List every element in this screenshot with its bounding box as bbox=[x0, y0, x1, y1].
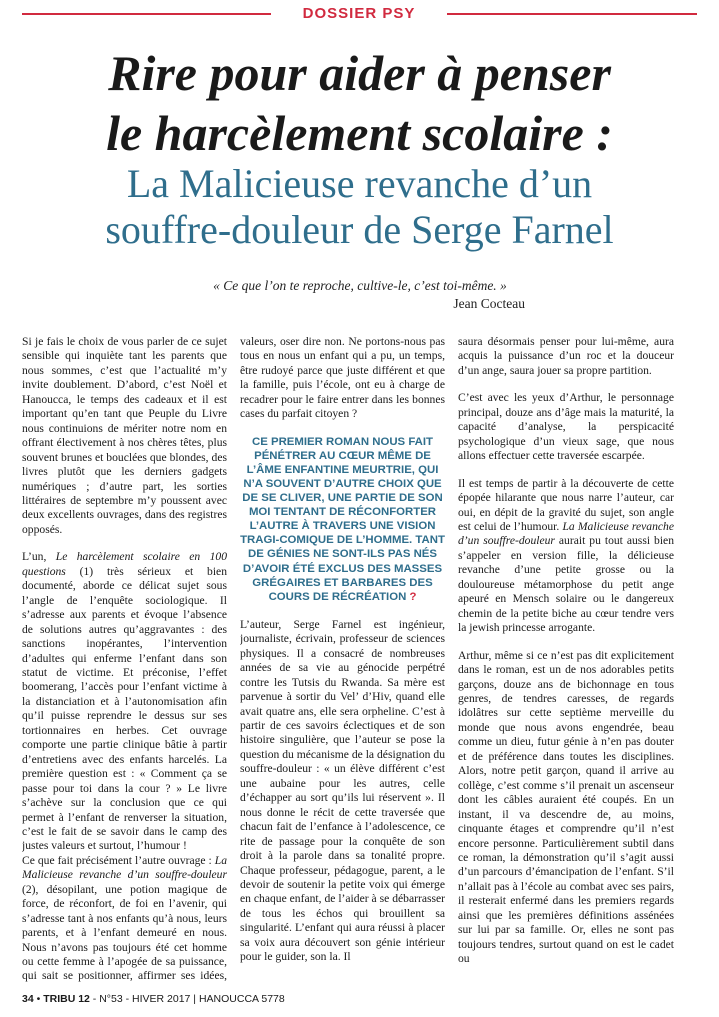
paragraph: L’auteur, Serge Farnel est ingénieur, journaliste, écrivain, professeur de sciences physiques. Il a consacré de nombreuses années de sa vie au génocide perpétré contre les Tutsis du Rwanda. Sa mère est parvenue à sortir du Vel’ d’Hiv, quand elle avait quatre ans, elle sera orpheline. C’est à partir de ces savoirs éclectiques et de son histoire singulière, que l’auteur se pose la question du mécanisme de la désignation du souffre-douleur : « un élève différent c’est une aubaine pour les autres, celle d’échapper au sort qu’ils lui réservent ». Il nous donne le récit de cette traversée que chacun fait de l’enfance à l’adolescence, ce rite de passage pour la conquête de son droit à la parole dans sa tonalité propre. Chaque professeur, pédagogue, parent, a le devoir de soutenir la petite voix qui émerge en chaque enfant, de l’aider à se débarrasser de tous les échos qui brouillent sa singularité. L’enfant qui aura réussi à placer sa voix aura découvert son génie intérieur pour le guider, son la. Il bbox=[240, 617, 445, 964]
text-run: aurait pu tout aussi bien s’appeler en version fille, la délicieuse revanche d’une petite grosse ou la douloureuse métamorphose du petit ange apeuré en Mensch solaire ou le dangereux chemin de la petite biche au cœur tendre vers la jewish princesse arrogante. bbox=[458, 534, 674, 635]
headline-line-2: le harcèlement scolaire : bbox=[106, 105, 613, 161]
subheadline-line-2: souffre-douleur de Serge Farnel bbox=[105, 207, 614, 252]
page-number: 34 bbox=[22, 993, 34, 1005]
book-title: La Malicieuse revanche d’un souffre-douleur bbox=[458, 519, 674, 548]
paragraph: valeurs, oser dire non. Ne portons-nous pas tous en nous un enfant qui a pu, un temps, être rudoyé parce que juste différent et que la famille, puis l’école, ont eu à charge de recadrer pour le faire entrer dans les bonnes cases du parfait citoyen ? bbox=[240, 335, 445, 421]
epigraph-author: Jean Cocteau bbox=[453, 296, 525, 311]
text-run: Ce que fait précisément l’autre ouvrage : bbox=[22, 853, 215, 867]
text-run: Il est temps de partir à la découverte de cette épopée hilarante que nous narre l’auteur, car oui, en dépit de la gravité du sujet, son angle est celui de l’humour. bbox=[458, 476, 674, 533]
pull-quote-mark: ? bbox=[406, 590, 417, 603]
paragraph: Si je fais le choix de vous parler de ce sujet sensible qui inquiète tant les parents que nous sommes, c’est que l’actualité m’y invite doublement. D’abord, c’est Noël et Hanoucca, le temps des cadeaux et il est important qu’en tant que Peuple du Livre nous continuions de mériter notre nom en offrant électivement à nos chères têtes, plus souvent brunes et bouclées que blondes, des livres plutôt que les derniers gadgets numériques ; d’autre part, les sorties littéraires de septembre m’y poussent avec deux excellents ouvrages, dans des registres opposés. bbox=[22, 335, 227, 536]
text-run: L’un, bbox=[22, 550, 56, 564]
magazine-name: TRIBU 12 bbox=[43, 993, 90, 1005]
page-footer bbox=[22, 993, 285, 1005]
rubric-rule-right bbox=[442, 13, 697, 15]
footer-bullet: • bbox=[33, 993, 44, 1005]
subheadline-line-1: La Malicieuse revanche d’un bbox=[126, 161, 593, 206]
book-title: La Malicieuse revanche d’un souffre-douleur bbox=[22, 853, 227, 882]
text-run: (1) très sérieux et bien documenté, aborde ce délicat sujet sous l’angle de l’enquête sociologique. Il s’adresse aux parents et évoque l’absence de solutions autres qu’aggravantes : des sanctions inopérantes, l’intervention d’adultes qui enferme l’enfant dans son statut de victime. Et préconise, l’effet boomerang, l’accès pour l’enfant victime à la distanciation et à l’autonomisation afin qu’il puisse reprendre le dessus sur ses tortionnaires en herbes. Cet ouvrage comporte une partie clinique bâtie à partir d’entretiens avec des enfants harcelés. La première question est : « Comment ça se passe pour toi dans la cour ? » Le livre s’achève sur la conclusion que ce qui permet à l’enfant de renverser la situation, c’est le fait de se savoir dans le camp des justes valeurs et surtout, l’humour ! bbox=[22, 564, 227, 853]
headline-line-1: Rire pour aider à penser bbox=[108, 45, 611, 101]
paragraph: Arthur, même si ce n’est pas dit explicitement dans le roman, est un de nos adorables petits garçons, douze ans de bichonnage en tous genres, de tendres caresses, de regards idolâtres sur cette septième merveille du monde que nous avons engendrée, beau comme un dieu, futur génie à n’en pas douter et de préférence dans toutes les disciplines. Alors, notre petit garçon, quand il arrive au collège, c’est comme s’il prenait un ascenseur dont les câbles auraient été coupés. En un instant, il va descendre de, au moins, cinquante étages et comprendre qu’il n’est encore personne. Particulièrement subtil dans ce roman, la démonstration qu’il s’agit aussi d’un parcours d’émancipation de l’enfant. S’il n’allait pas à l’école au combat avec ses pairs, il resterait enfermé dans les premiers regards ainsi que les premières définitions assénées sur lui par sa famille. Or, elles ne sont pas toujours tendres, surtout quand on est le cadet ou bbox=[458, 648, 674, 966]
column-2 bbox=[240, 335, 445, 985]
text-run: (2), désopilant, une potion magique de force, de réconfort, de foi en l’avenir, qui s’adresse tant à nos enfants qu’à nous, leurs parents, et à l’enfant demeuré en nous. Nous n’avons pas toujours été cet homme ou cette femme à l’apogée de sa puissance, qui sait se positionner, affirmer ses idées, bbox=[22, 882, 227, 983]
paragraph bbox=[22, 550, 227, 854]
paragraph bbox=[458, 477, 674, 636]
issue-number: - N°53 bbox=[89, 993, 123, 1005]
column-3 bbox=[458, 335, 674, 985]
pull-quote bbox=[240, 435, 445, 604]
column-1 bbox=[22, 335, 227, 985]
pull-quote-text: CE PREMIER ROMAN NOUS FAIT PÉNÉTRER AU CŒUR MÊME DE L’ÂME ENFANTINE MEURTRIE, QUI N’A SOUVENT D’AUTRE CHOIX QUE DE SE CLIVER, UNE PARTIE DE SON MOI TENTANT DE RÉCONFORTER L’AUTRE À TRAVERS UNE VISION TRAGI-COMIQUE DE L’HOMME. TANT DE GÉNIES NE SONT-ILS PAS NÉS D’AVOIR ÉTÉ EXCLUS DES MASSES GRÉGAIRES ET BARBARES DES COURS DE RÉCRÉATION bbox=[240, 435, 445, 603]
paragraph bbox=[22, 854, 227, 985]
book-title: Le harcèlement scolaire en 100 questions bbox=[22, 550, 227, 578]
issue-date: - HIVER 2017 | HANOUCCA 5778 bbox=[122, 993, 285, 1005]
epigraph-quote: « Ce que l’on te reproche, cultive-le, c’est toi-même. » bbox=[213, 278, 507, 293]
paragraph: C’est avec les yeux d’Arthur, le personnage principal, douze ans d’âge mais la maturité, la capacité d’analyse, la perspicacité psychologique d’un vieux sage, que nous allons effectuer cette traversée escarpée. bbox=[458, 391, 674, 463]
paragraph: saura désormais penser pour lui-même, aura acquis la puissance d’un roc et la douceur d’un ange, saura jouer sa propre partition. bbox=[458, 335, 674, 377]
rubric-rule-left bbox=[22, 13, 277, 15]
section-rubric: DOSSIER PSY bbox=[271, 0, 447, 28]
